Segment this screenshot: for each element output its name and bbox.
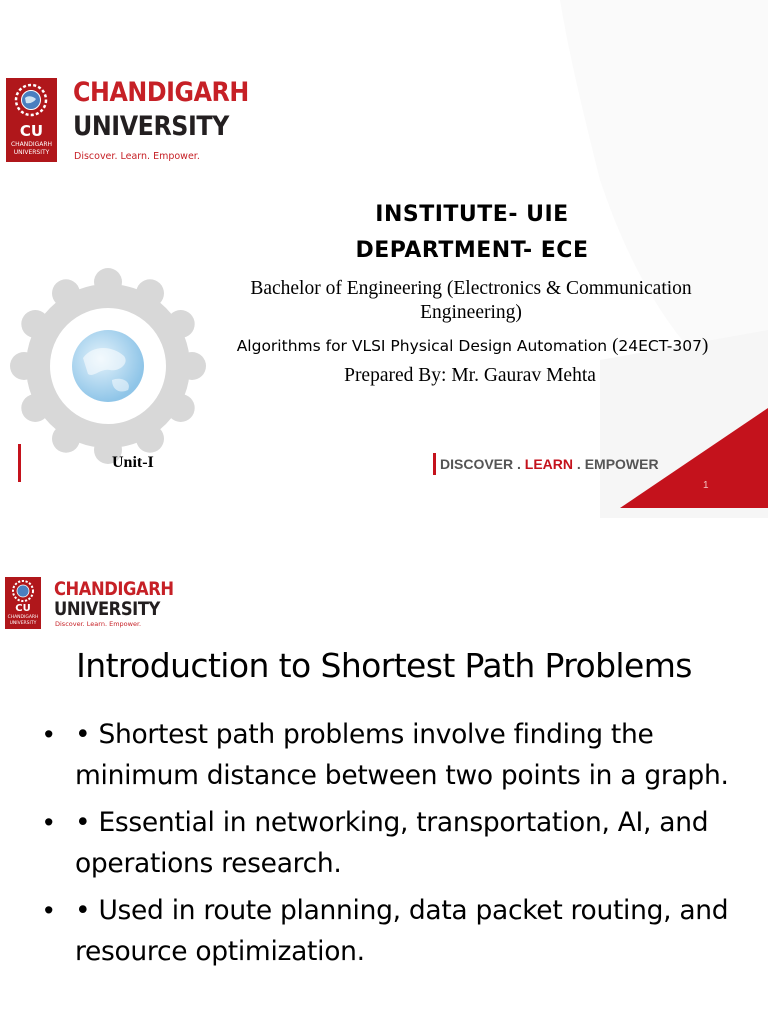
emblem-caption-1: CHANDIGARH	[7, 615, 39, 620]
cu-emblem-icon	[5, 577, 41, 629]
course-name: Algorithms for VLSI Physical Design Automation	[236, 337, 613, 355]
institute-heading: INSTITUTE- UIE	[375, 202, 569, 227]
unit-label: Unit-I	[112, 454, 154, 471]
emblem-caption-1: CHANDIGARH	[10, 141, 53, 148]
emblem-caption-2: UNIVERSITY	[9, 621, 37, 626]
logo-tagline: Discover. Learn. Empower.	[55, 620, 142, 628]
bullet-marker: •	[44, 719, 54, 749]
list-item	[44, 714, 744, 796]
slogan-empower: EMPOWER	[584, 456, 659, 472]
emblem-caption-2: UNIVERSITY	[13, 149, 50, 156]
bullet-list	[44, 714, 744, 978]
bullet-marker: •	[44, 895, 54, 925]
logo-name-line2: UNIVERSITY	[54, 598, 160, 620]
logo-tagline: Discover. Learn. Empower.	[74, 151, 200, 162]
course-code-open: (	[612, 335, 619, 356]
course-code-close: )	[701, 335, 709, 356]
course-code: 24ECT-307	[618, 337, 702, 355]
logo-name-line2: UNIVERSITY	[73, 111, 229, 142]
content-slide	[0, 518, 768, 1024]
prepared-by: Prepared By: Mr. Gaurav Mehta	[344, 365, 596, 386]
slide-title: Introduction to Shortest Path Problems	[76, 646, 692, 685]
emblem-initials: CU	[15, 603, 31, 614]
list-item	[44, 890, 744, 972]
slogan-sep-2: .	[573, 456, 585, 472]
emblem-initials: CU	[19, 122, 44, 140]
degree-text: Bachelor of Engineering (Electronics & Communication Engineering)	[250, 278, 692, 323]
slogan-learn: LEARN	[524, 456, 574, 472]
bullet-text: • Shortest path problems involve finding the minimum distance between two points in a graph.	[75, 719, 729, 791]
department-heading: DEPARTMENT- ECE	[355, 238, 589, 263]
page-number: 1	[703, 480, 709, 491]
slogan-discover: DISCOVER	[440, 456, 514, 472]
list-item	[44, 802, 744, 884]
slogan-sep-1: .	[513, 456, 525, 472]
logo-name-line1: CHANDIGARH	[54, 578, 174, 600]
logo-name-line1: CHANDIGARH	[73, 77, 249, 108]
university-logo	[5, 577, 185, 631]
bullet-marker: •	[44, 807, 54, 837]
bullet-text: • Used in route planning, data packet routing, and resource optimization.	[75, 895, 729, 967]
bullet-text: • Essential in networking, transportation, AI, and operations research.	[75, 807, 709, 879]
